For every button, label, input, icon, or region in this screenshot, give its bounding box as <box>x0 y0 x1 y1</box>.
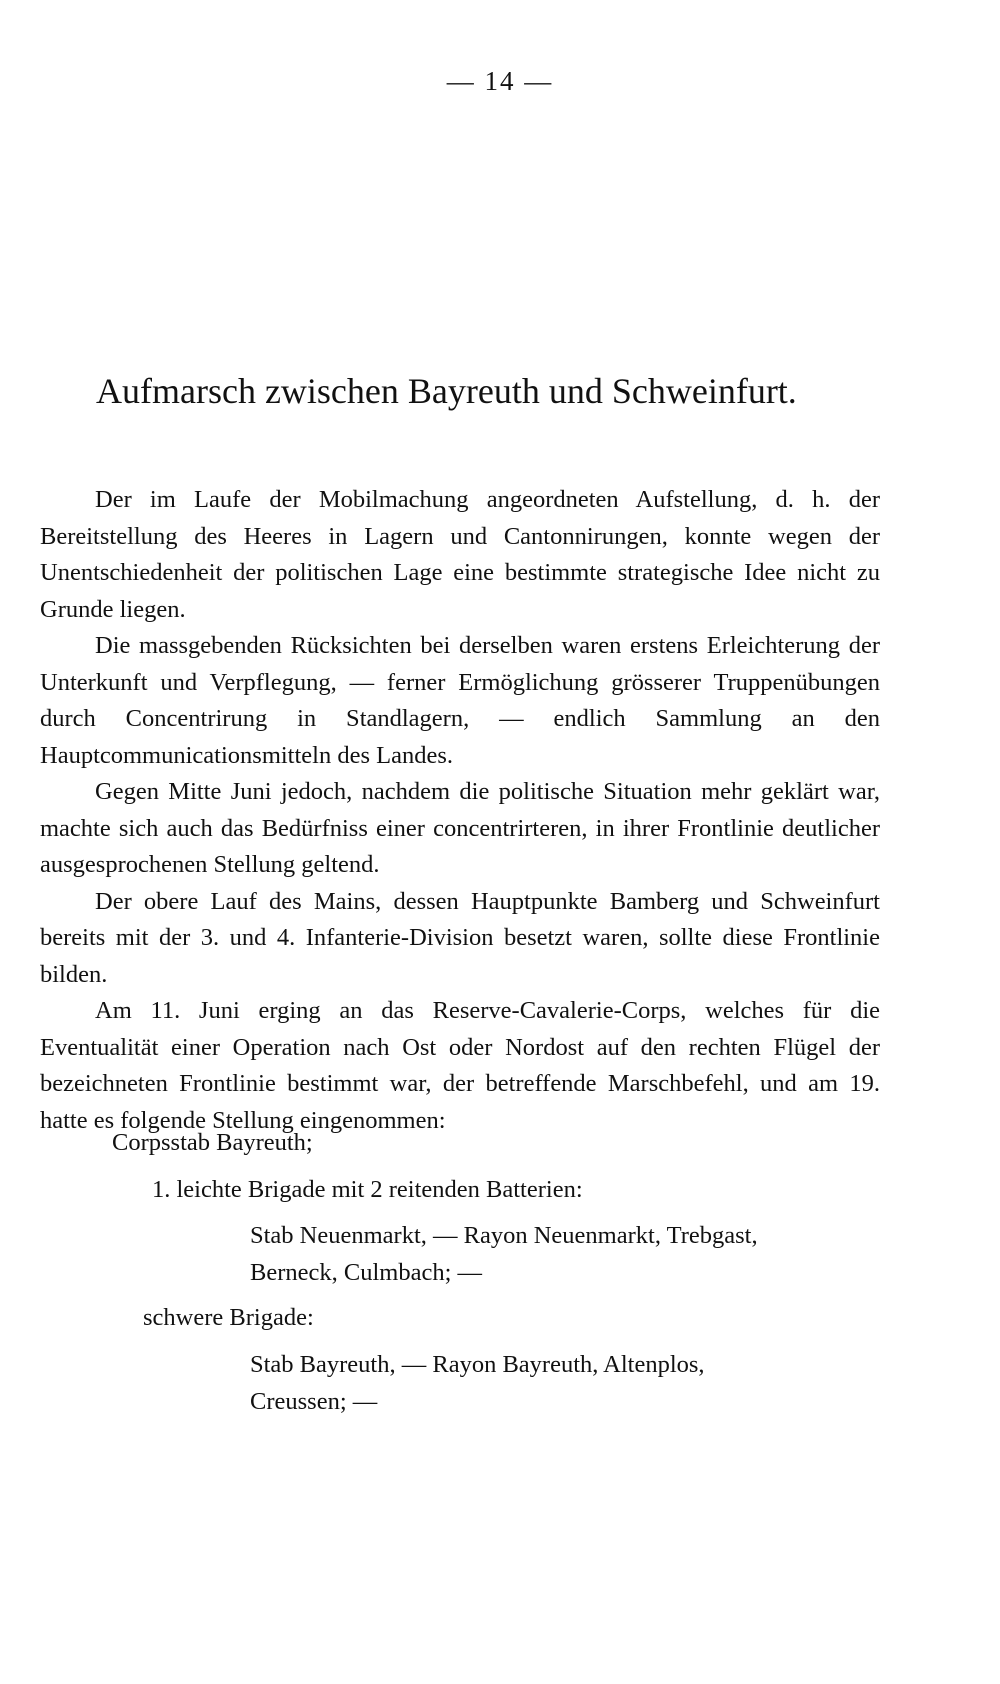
paragraph: Am 11. Juni erging an das Reserve-Cavalerie-Corps, welches für die Eventualität einer Operation nach Ost oder Nordost auf den rechten Flügel der bezeichneten Frontlinie bestimmt war, der betreffende Marschbefehl, und am 19. hatte es folgende Stellung eingenommen: <box>40 997 880 1134</box>
list-item-brigade-1: 1. leichte Brigade mit 2 reitenden Batterien: <box>152 1176 583 1203</box>
section-heading: Aufmarsch zwischen Bayreuth und Schweinfurt. <box>96 371 797 411</box>
list-item-brigade-2-line-1: Stab Bayreuth, — Rayon Bayreuth, Altenplos, <box>250 1351 705 1378</box>
paragraph: Gegen Mitte Juni jedoch, nachdem die politische Situation mehr geklärt war, machte sich auch das Bedürfniss einer concentrirteren, in ihrer Frontlinie deutlicher ausgesprochenen Stellung geltend. <box>40 778 880 878</box>
body-text <box>40 482 880 1139</box>
list-item-brigade-1-line-2: Berneck, Culmbach; — <box>250 1259 483 1286</box>
paragraph: Die massgebenden Rücksichten bei derselben waren erstens Erleichterung der Unterkunft und Verpflegung, — ferner Ermöglichung grösserer Truppenübungen durch Concentrirung in Standlagern, — endlich Sammlung an den Hauptcommunicationsmitteln des Landes. <box>40 632 880 769</box>
list-item-brigade-2-line-2: Creussen; — <box>250 1388 378 1415</box>
list-item-brigade-1-line-1: Stab Neuenmarkt, — Rayon Neuenmarkt, Trebgast, <box>250 1222 758 1249</box>
page-number: — 14 — <box>446 66 554 96</box>
paragraph: Der im Laufe der Mobilmachung angeordneten Aufstellung, d. h. der Bereitstellung des Heeres in Lagern und Cantonnirungen, konnte wegen der Unentschiedenheit der politischen Lage eine bestimmte strategische Idee nicht zu Grunde liegen. <box>40 486 880 623</box>
list-item-brigade-2: schwere Brigade: <box>143 1304 314 1331</box>
paragraph: Der obere Lauf des Mains, dessen Hauptpunkte Bamberg und Schweinfurt bereits mit der 3. und 4. Infanterie-Division besetzt waren, sollte diese Frontlinie bilden. <box>40 887 880 988</box>
list-item-corpsstab: Corpsstab Bayreuth; <box>112 1129 313 1156</box>
